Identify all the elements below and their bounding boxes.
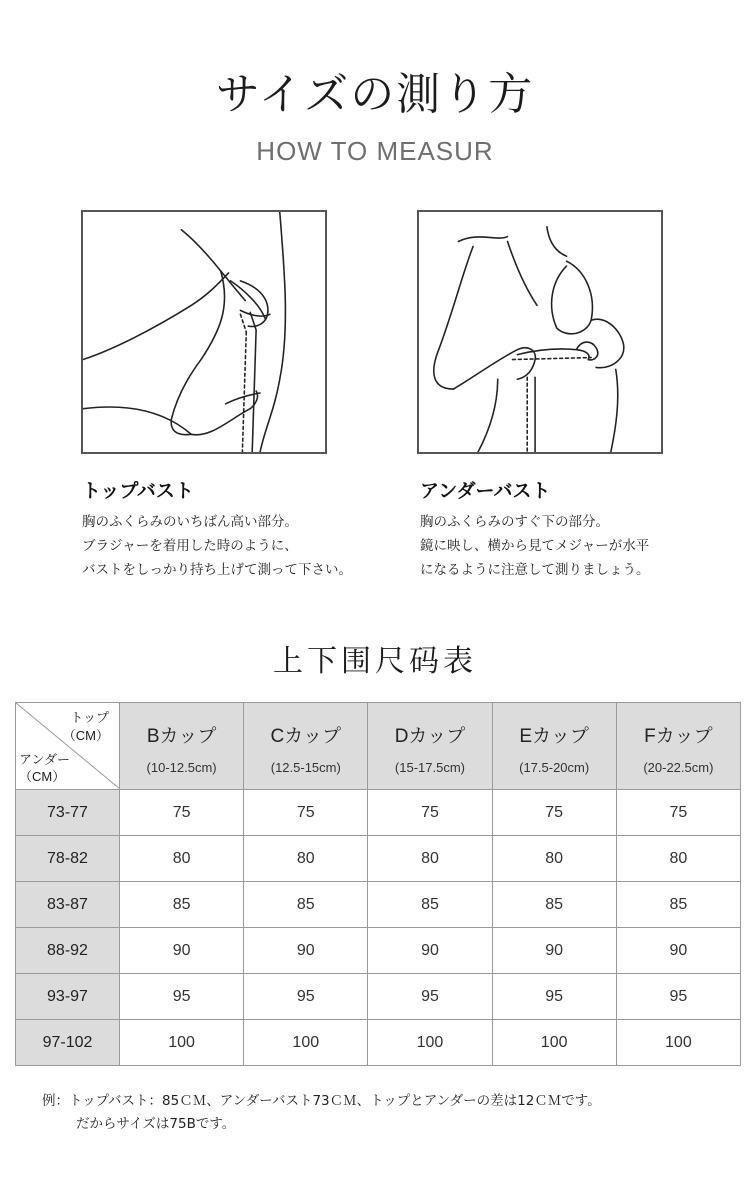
description-line: になるように注意して測りましょう。 — [420, 562, 650, 578]
size-cell: 95 — [616, 974, 740, 1020]
size-cell: 85 — [368, 882, 492, 928]
size-cell: 100 — [244, 1020, 368, 1066]
size-cell: 100 — [368, 1020, 492, 1066]
page-title: サイズの測り方 — [215, 69, 535, 120]
corner-top-label-1: トップ — [70, 710, 109, 725]
top-bust-illustration — [81, 210, 327, 454]
example-note — [42, 1090, 601, 1136]
table-row — [16, 790, 741, 836]
under-size-cell: 73-77 — [16, 790, 120, 836]
table-row — [16, 1020, 741, 1066]
size-cell: 100 — [492, 1020, 616, 1066]
size-cell: 90 — [244, 928, 368, 974]
cup-name: Eカップ — [519, 726, 589, 747]
under-size-cell: 78-82 — [16, 836, 120, 882]
size-cell: 90 — [368, 928, 492, 974]
under-size-cell: 83-87 — [16, 882, 120, 928]
cup-range: (10-12.5cm) — [146, 760, 217, 775]
corner-top-label-2: （CM） — [62, 728, 109, 743]
example-note-line-1: 例：トップバスト：85ＣＭ、アンダーバスト73ＣＭ、トップとアンダーの差は12ＣＭです。 — [42, 1093, 601, 1109]
size-cell: 90 — [120, 928, 244, 974]
size-cell: 85 — [244, 882, 368, 928]
size-cell: 100 — [616, 1020, 740, 1066]
table-header-row — [16, 703, 741, 790]
size-cell: 75 — [244, 790, 368, 836]
size-cell: 90 — [616, 928, 740, 974]
size-cell: 95 — [120, 974, 244, 1020]
cup-name: Bカップ — [146, 726, 217, 747]
under-size-cell: 97-102 — [16, 1020, 120, 1066]
size-cell: 100 — [120, 1020, 244, 1066]
size-cell: 80 — [120, 836, 244, 882]
cup-range: (15-17.5cm) — [394, 760, 465, 775]
cup-header — [120, 703, 244, 790]
description-line: 胸のふくらみのすぐ下の部分。 — [420, 514, 609, 530]
table-corner-cell — [16, 703, 120, 790]
cup-range: (12.5-15cm) — [270, 760, 341, 775]
description-line: ブラジャーを着用した時のように、 — [82, 538, 298, 554]
size-cell: 80 — [492, 836, 616, 882]
size-cell: 75 — [120, 790, 244, 836]
under-bust-description — [420, 510, 650, 582]
under-bust-illustration — [417, 210, 663, 454]
top-bust-description — [82, 510, 352, 582]
table-row — [16, 882, 741, 928]
cup-range: (17.5-20cm) — [519, 760, 590, 775]
cup-header — [492, 703, 616, 790]
corner-top-label — [63, 709, 109, 745]
under-bust-heading: アンダーバスト — [420, 480, 551, 502]
table-row — [16, 928, 741, 974]
size-cell: 85 — [492, 882, 616, 928]
size-cell: 80 — [244, 836, 368, 882]
size-cell: 95 — [368, 974, 492, 1020]
size-cell: 75 — [616, 790, 740, 836]
size-cell: 75 — [492, 790, 616, 836]
corner-under-label — [19, 751, 70, 785]
page-subtitle: HOW TO MEASUR — [256, 136, 494, 166]
cup-name: Fカップ — [644, 726, 713, 747]
corner-under-label-2: （CM） — [19, 769, 66, 784]
under-size-cell: 93-97 — [16, 974, 120, 1020]
size-cell: 95 — [244, 974, 368, 1020]
description-line: 鏡に映し、横から見てメジャーが水平 — [420, 538, 650, 554]
size-cell: 85 — [120, 882, 244, 928]
size-cell: 80 — [616, 836, 740, 882]
size-cell: 85 — [616, 882, 740, 928]
description-line: バストをしっかり持ち上げて測って下さい。 — [82, 562, 352, 578]
size-cell: 75 — [368, 790, 492, 836]
description-line: 胸のふくらみのいちばん高い部分。 — [82, 514, 298, 530]
table-row — [16, 836, 741, 882]
cup-name: Dカップ — [394, 726, 466, 747]
cup-range: (20-22.5cm) — [643, 760, 714, 775]
size-table — [15, 702, 741, 1066]
top-bust-heading: トップバスト — [82, 480, 194, 502]
cup-name: Cカップ — [270, 726, 342, 747]
size-cell: 95 — [492, 974, 616, 1020]
example-note-line-2: だからサイズは75Bです。 — [76, 1116, 236, 1132]
size-table-title: 上下围尺码表 — [273, 644, 477, 679]
corner-under-label-1: アンダー — [19, 752, 70, 767]
size-cell: 90 — [492, 928, 616, 974]
size-cell: 80 — [368, 836, 492, 882]
under-size-cell: 88-92 — [16, 928, 120, 974]
cup-header — [616, 703, 740, 790]
cup-header — [244, 703, 368, 790]
cup-header — [368, 703, 492, 790]
table-row — [16, 974, 741, 1020]
